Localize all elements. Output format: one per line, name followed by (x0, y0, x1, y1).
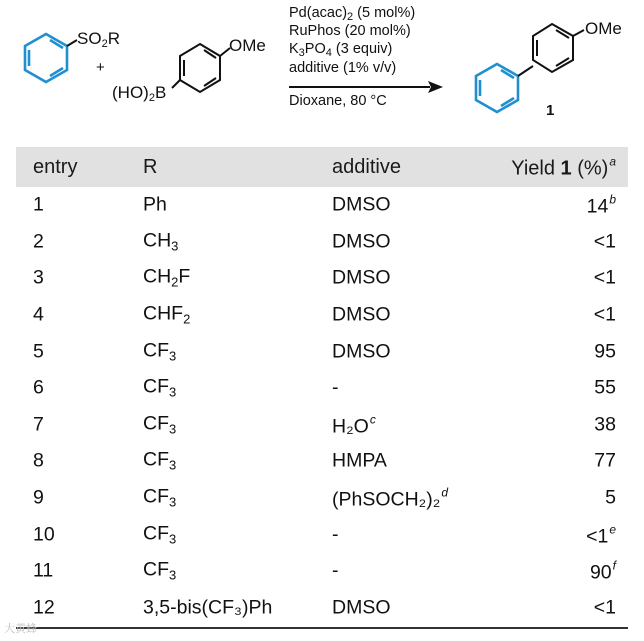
cell-additive (332, 193, 391, 216)
cell-entry: 10 (33, 522, 55, 545)
additive-text: DMSO (332, 303, 391, 326)
cell-yield (594, 449, 616, 472)
condition-catalyst: $Pd(acac)_2$ (5 mol%) (289, 5, 416, 23)
yield-text: 90 (589, 561, 612, 584)
cell-r (143, 375, 177, 400)
r-group-text: CF (143, 375, 169, 398)
table-row (16, 480, 628, 517)
cell-r (143, 524, 176, 545)
cell-entry: 12 (33, 596, 55, 619)
additive-text: HMPA (332, 449, 387, 472)
additive-text: DMSO (332, 266, 391, 289)
r-group-text: CF (143, 412, 169, 435)
r-group-subscript: 2 (171, 274, 179, 290)
cell-entry: 6 (33, 376, 44, 399)
r-group-text: 3,5-bis(CF₃)Ph (143, 596, 273, 619)
cell-r (143, 414, 176, 435)
cell-entry: 7 (33, 413, 44, 436)
footnote-marker: d (441, 485, 449, 500)
cell-additive (332, 449, 387, 472)
ome-label-reactant: OMe (229, 36, 266, 55)
additive-text: DMSO (332, 193, 391, 216)
footnote-marker: f (612, 558, 616, 573)
phenyl-ring-product (476, 64, 518, 112)
r-group-subscript: 3 (169, 531, 177, 547)
cell-yield (593, 266, 616, 289)
condition-solvent: Dioxane, 80 °C (289, 93, 387, 109)
cell-r (143, 193, 167, 216)
cell-yield (586, 523, 616, 547)
additive-text: DMSO (332, 339, 391, 362)
reaction-scheme (0, 0, 644, 140)
table-row (16, 516, 628, 553)
yield-text: 14 (586, 195, 609, 218)
yield-text: 95 (594, 339, 616, 362)
r-group-text: CF (143, 448, 169, 471)
r-group-subscript: 3 (169, 494, 177, 510)
additive-text: (PhSOCH₂)₂ (332, 488, 441, 511)
table-row (16, 443, 628, 480)
cell-r (143, 231, 178, 252)
watermark-text: 大黄蜂 (4, 623, 37, 635)
additive-text: DMSO (332, 230, 391, 253)
cell-additive (332, 561, 339, 581)
footnote-marker: e (609, 521, 616, 536)
table-row (16, 333, 628, 370)
r-group-subscript: 3 (169, 348, 177, 364)
yield-text: <1 (593, 266, 616, 289)
r-group-text: CF (143, 522, 169, 545)
r-group-subscript: 2 (183, 311, 191, 327)
r-group-subscript: 3 (169, 421, 177, 437)
cell-entry: 5 (33, 339, 44, 362)
cell-yield (587, 194, 616, 218)
cell-yield (594, 305, 616, 325)
cell-yield (605, 488, 616, 508)
cell-r (143, 448, 177, 473)
r-group-tail: F (178, 265, 191, 288)
r-group-text: CF (143, 558, 169, 581)
yield-text: 77 (594, 449, 616, 472)
table-row (16, 370, 628, 407)
cell-entry: 3 (33, 266, 44, 289)
table-row (16, 187, 628, 224)
yield-text: 38 (594, 413, 616, 436)
table-row (16, 260, 628, 297)
table-header-row (16, 147, 628, 187)
r-group-subscript: 3 (169, 384, 177, 400)
condition-base: $K_3PO_4$ (3 equiv) (289, 41, 393, 59)
cell-r (143, 265, 191, 290)
additive-text: H₂O (332, 415, 369, 438)
cell-yield (594, 598, 616, 618)
cell-entry: 9 (33, 486, 44, 509)
cell-yield (594, 415, 616, 435)
cell-r (143, 302, 191, 327)
anisole-ring-product (518, 24, 584, 76)
table-row (16, 590, 628, 627)
condition-additive: additive (1% v/v) (289, 60, 397, 76)
table-row (16, 297, 628, 334)
yield-text: <1 (586, 524, 609, 547)
footnote-marker: b (609, 192, 616, 207)
header-additive: additive (332, 156, 401, 178)
yield-text: <1 (593, 596, 616, 619)
plus-sign: + (96, 59, 105, 76)
boronic-acid-label: $(HO)_2B$ (112, 83, 167, 104)
reaction-arrow (289, 81, 443, 93)
r-group-subscript: 3 (169, 457, 177, 473)
cell-additive (332, 232, 391, 252)
cell-additive (332, 305, 391, 325)
cell-additive (332, 598, 391, 618)
cell-entry: 4 (33, 303, 44, 326)
cell-yield (594, 232, 616, 252)
yield-text: <1 (593, 230, 616, 253)
additive-text: - (332, 559, 339, 582)
r-group-text: Ph (143, 193, 167, 216)
optimization-table (16, 147, 628, 626)
cell-additive (332, 486, 448, 510)
additive-text: - (332, 376, 339, 399)
yield-text: 55 (594, 376, 616, 399)
table-bottom-rule (16, 627, 628, 629)
cell-entry: 8 (33, 449, 44, 472)
r-group-text: CH (143, 265, 172, 288)
s-bond (67, 40, 77, 46)
sulfonyl-label: $SO_2R$ (77, 29, 120, 50)
r-group-subscript: 3 (171, 238, 179, 254)
cell-additive (332, 413, 376, 437)
additive-text: DMSO (332, 596, 391, 619)
cell-additive (332, 266, 391, 289)
cell-additive (332, 376, 339, 399)
cell-r (143, 341, 176, 362)
product-number-label: 1 (546, 102, 555, 119)
table-row (16, 224, 628, 261)
cell-r (143, 485, 177, 510)
cell-additive (332, 522, 339, 545)
r-group-subscript: 3 (169, 567, 177, 583)
phenyl-ring-reactant (25, 34, 67, 82)
header-entry: entry (33, 156, 78, 178)
cell-yield (594, 376, 616, 399)
cell-entry: 11 (33, 559, 54, 582)
additive-text: - (332, 522, 339, 545)
cell-additive (332, 339, 391, 362)
r-group-text: CH (143, 229, 172, 252)
yield-text: <1 (593, 303, 616, 326)
cell-entry: 1 (33, 193, 44, 216)
header-yield: Yield 1 (%)$^a$ (511, 154, 616, 180)
cell-yield (590, 559, 616, 583)
r-group-text: CF (143, 485, 169, 508)
cell-yield (594, 339, 616, 362)
condition-ligand: RuPhos (20 mol%) (289, 23, 411, 39)
ome-label-product: OMe (585, 19, 622, 38)
footnote-marker: c (369, 412, 376, 427)
cell-r (143, 558, 177, 583)
cell-entry: 2 (33, 230, 44, 253)
header-r: R (143, 156, 158, 178)
r-group-text: CF (143, 339, 169, 362)
anisole-ring-reactant (172, 44, 230, 92)
yield-text: 5 (605, 486, 616, 509)
cell-r (143, 598, 272, 618)
table-body (16, 187, 628, 626)
table-row (16, 553, 628, 590)
r-group-text: CHF (143, 302, 184, 325)
table-row (16, 407, 628, 444)
